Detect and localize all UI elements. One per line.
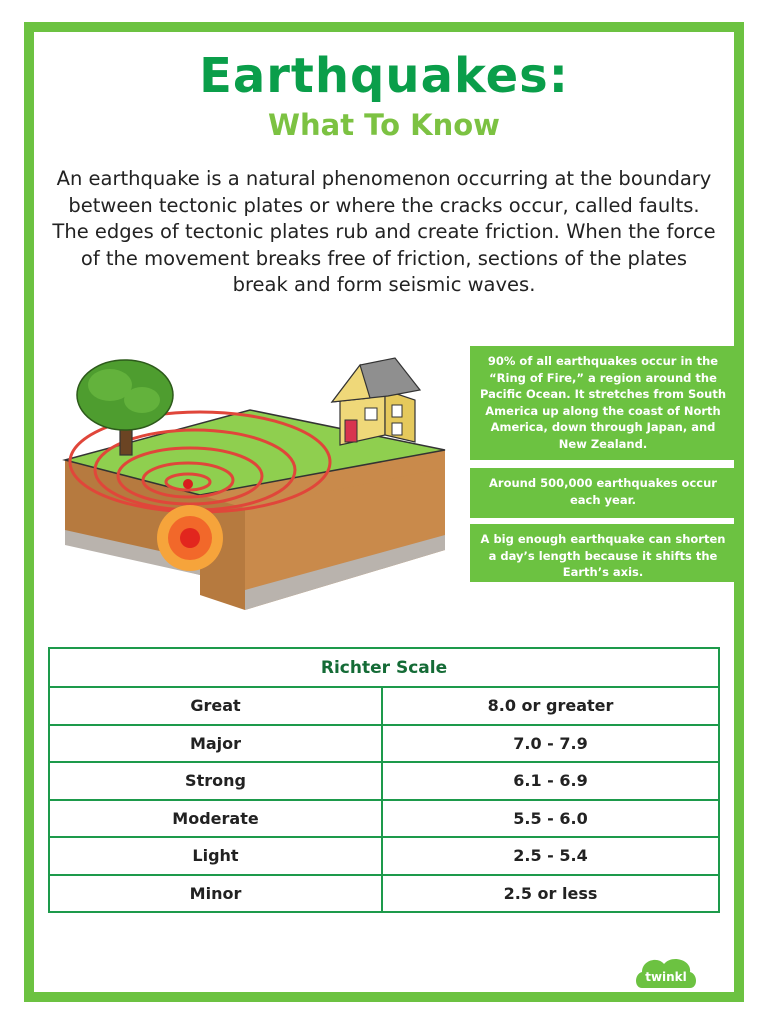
magnitude-cell: 5.5 - 6.0 — [382, 800, 719, 838]
magnitude-cell: 2.5 - 5.4 — [382, 837, 719, 875]
table-row — [49, 837, 719, 875]
logo-text: twinkl — [645, 970, 687, 984]
table-heading: Richter Scale — [49, 648, 719, 687]
richter-scale-table — [48, 647, 720, 913]
table-header-row — [49, 648, 719, 687]
magnitude-cell: 2.5 or less — [382, 875, 719, 913]
page-subtitle: What To Know — [268, 108, 500, 142]
fact-yearly-count: Around 500,000 earthquakes occur each year. — [470, 468, 736, 518]
category-cell: Great — [49, 687, 382, 725]
twinkl-logo — [632, 952, 700, 992]
category-cell: Minor — [49, 875, 382, 913]
magnitude-cell: 7.0 - 7.9 — [382, 725, 719, 763]
fact-ring-of-fire: 90% of all earthquakes occur in the “Ring of Fire,” a region around the Pacific Ocean. It stretches from South America up along the coast of North America, down through Japan, and New Zealand. — [470, 346, 736, 460]
intro-paragraph: An earthquake is a natural phenomenon occurring at the boundary between tectonic plates or where the cracks occur, called faults. The edges of tectonic plates rub and create friction. When the force of the movement breaks free of friction, sections of the plates break and form seismic waves. — [52, 167, 716, 296]
category-cell: Light — [49, 837, 382, 875]
category-cell: Moderate — [49, 800, 382, 838]
focus-inner — [180, 528, 200, 548]
category-cell: Major — [49, 725, 382, 763]
magnitude-cell: 6.1 - 6.9 — [382, 762, 719, 800]
epicenter-dot — [183, 479, 193, 489]
earthquake-illustration — [50, 350, 460, 620]
table-row — [49, 687, 719, 725]
table-row — [49, 875, 719, 913]
page-title: Earthquakes: — [199, 48, 569, 104]
magnitude-cell: 8.0 or greater — [382, 687, 719, 725]
category-cell: Strong — [49, 762, 382, 800]
fact-day-length: A big enough earthquake can shorten a day’s length because it shifts the Earth’s axis. — [470, 524, 736, 582]
house — [332, 358, 420, 445]
table-row — [49, 762, 719, 800]
table-row — [49, 800, 719, 838]
table-row — [49, 725, 719, 763]
